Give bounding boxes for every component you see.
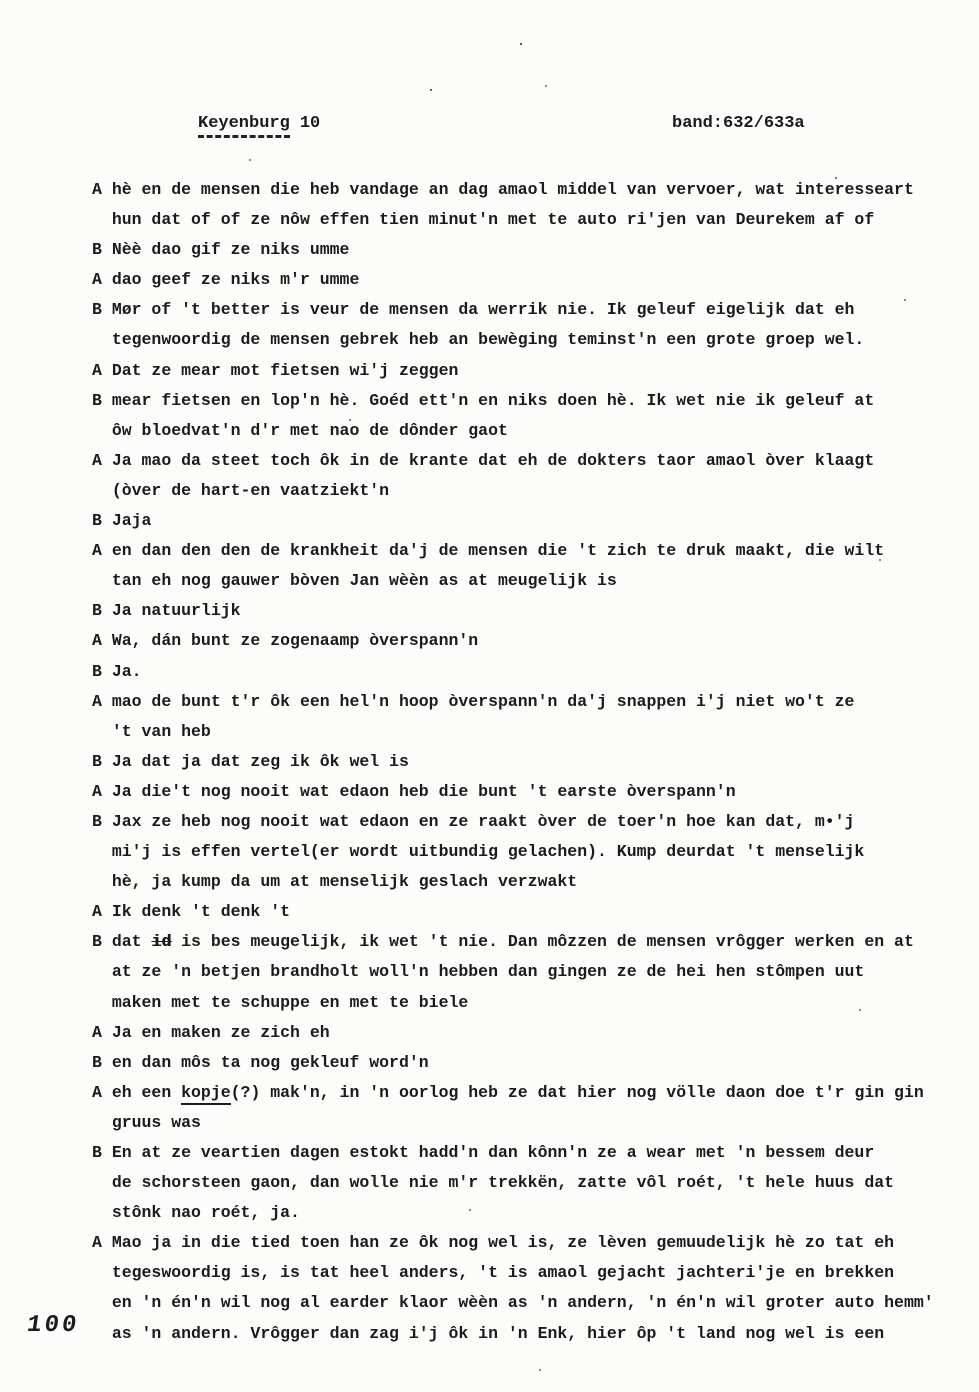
speaker-label: A xyxy=(92,180,112,199)
title-place: Keyenburg xyxy=(198,114,290,138)
line-text: Ja die't nog nooit wat edaon heb die bunt 't earste òverspann'n xyxy=(111,781,736,801)
speaker-label: A xyxy=(92,360,112,380)
line-text: gruus was xyxy=(111,1112,201,1132)
line-text: at ze 'n betjen brandholt woll'n hebben dan gingen ze de hei hen stômpen uut xyxy=(111,962,865,982)
speaker-label: A xyxy=(92,902,112,922)
transcript-line xyxy=(92,1228,934,1258)
band-reference: band:632/633a xyxy=(672,114,805,133)
speaker-label: A xyxy=(92,631,112,651)
transcript-line xyxy=(92,1319,934,1349)
line-text: Wa, dán bunt ze zogenaamp òverspann'n xyxy=(111,631,479,651)
speaker-label: B xyxy=(92,240,112,260)
speaker-label xyxy=(92,1288,112,1318)
speaker-label xyxy=(92,1258,112,1288)
line-text: en dan den den de krankheit da'j de mensen die 't zich te druk maakt, die wilt xyxy=(111,541,885,561)
transcript-line xyxy=(92,1198,934,1228)
speaker-label xyxy=(92,837,112,867)
speaker-label: A xyxy=(92,781,112,801)
speaker-label xyxy=(92,325,112,355)
transcript-line xyxy=(92,777,934,807)
transcript-line xyxy=(92,1078,934,1108)
transcript-line xyxy=(92,205,934,235)
speaker-label xyxy=(92,566,112,596)
line-text: Mao ja in die tied toen han ze ôk nog wel is, ze lèven gemuudelijk hè zo tat eh xyxy=(111,1233,895,1253)
line-text: de schorsteen gaon, dan wolle nie m'r trekkën, zatte vôl roét, 't hele huus dat xyxy=(111,1173,895,1193)
transcript-line xyxy=(92,626,934,656)
line-text: eh een kopje(?) mak'n, in 'n oorlog heb ze dat hier nog völle daon doe t'r gin gin xyxy=(112,1083,924,1105)
speaker-label xyxy=(92,1168,112,1198)
transcript xyxy=(92,175,934,1349)
line-text: Jaja xyxy=(111,511,152,531)
line-text: Ja en maken ze zich eh xyxy=(111,1022,330,1042)
line-text: mear fietsen en lop'n hè. Goéd ett'n en niks doen hè. Ik wet nie ik geleuf at xyxy=(111,390,875,410)
transcript-line xyxy=(92,476,934,506)
speaker-label: A xyxy=(92,541,112,561)
speaker-label: B xyxy=(92,1052,112,1072)
line-text: stônk nao roét, ja. xyxy=(111,1203,300,1223)
transcript-line xyxy=(92,717,934,747)
line-text: dat id is bes meugelijk, ik wet 't nie. Dan môzzen de mensen vrôgger werken en at xyxy=(111,932,914,952)
speaker-label xyxy=(92,957,112,987)
line-text: mao de bunt t'r ôk een hel'n hoop òverspann'n da'j snappen i'j niet wo't ze xyxy=(111,691,855,711)
line-text: Dat ze mear mot fietsen wi'j zeggen xyxy=(111,360,459,380)
line-text: tegenwoordig de mensen gebrek heb an bewèging teminst'n een grote groep wel. xyxy=(111,330,865,350)
transcript-line xyxy=(92,295,934,325)
transcript-line xyxy=(92,356,934,386)
speaker-label: A xyxy=(92,1082,112,1102)
line-text: tan eh nog gauwer bòven Jan wèèn as at meugelijk is xyxy=(111,571,617,591)
line-text: tegeswoordig is, is tat heel anders, 't is amaol gejacht jachteri'je en brekken xyxy=(111,1263,895,1283)
speaker-label xyxy=(92,717,112,747)
line-text: 't van heb xyxy=(111,721,211,741)
transcript-line xyxy=(92,1258,934,1288)
transcript-line xyxy=(92,837,934,867)
transcript-line xyxy=(92,957,934,987)
transcript-line xyxy=(92,1288,934,1318)
speaker-label: A xyxy=(92,450,112,470)
title-number: 10 xyxy=(299,114,321,133)
line-text: hè, ja kump da um at menselijk geslach verzwakt xyxy=(111,872,578,892)
transcript-line xyxy=(92,1018,934,1048)
line-text: (òver de hart-en vaatziekt'n xyxy=(111,480,390,500)
line-text: Nèè dao gif ze niks umme xyxy=(111,240,350,260)
marked-word-underline: kopje xyxy=(181,1083,231,1105)
line-text: Mør of 't better is veur de mensen da werrik nie. Ik geleuf eigelijk dat eh xyxy=(111,300,855,320)
line-text: mi'j is effen vertel(er wordt uitbundig gelachen). Kump deurdat 't menselijk xyxy=(111,842,865,862)
line-text: en dan môs ta nog gekleuf word'n xyxy=(111,1052,429,1072)
line-text: ôw bloedvat'n d'r met nao de dônder gaot xyxy=(111,420,508,440)
transcript-line xyxy=(92,536,934,566)
transcript-line xyxy=(92,867,934,897)
transcript-line xyxy=(92,386,934,416)
line-text: Ja dat ja dat zeg ik ôk wel is xyxy=(111,751,409,771)
speaker-label xyxy=(92,867,112,897)
transcript-line xyxy=(92,657,934,687)
speaker-label: B xyxy=(92,300,112,320)
transcript-line xyxy=(92,1108,934,1138)
line-text: maken met te schuppe en met te biele xyxy=(111,992,469,1012)
transcript-line xyxy=(92,1168,934,1198)
transcript-line xyxy=(92,1138,934,1168)
speaker-label: A xyxy=(92,270,112,290)
transcript-line xyxy=(92,265,934,295)
transcript-line xyxy=(92,325,934,355)
transcript-line xyxy=(92,416,934,446)
transcript-line xyxy=(92,747,934,777)
speaker-label: B xyxy=(92,811,112,831)
speaker-label xyxy=(92,205,112,235)
transcript-line xyxy=(92,446,934,476)
speaker-label: B xyxy=(92,751,112,771)
transcript-line xyxy=(92,596,934,626)
line-text: dao geef ze niks m'r umme xyxy=(111,270,360,290)
line-text: Ja natuurlijk xyxy=(111,601,241,621)
speaker-label xyxy=(92,988,112,1018)
speaker-label: B xyxy=(92,511,112,531)
transcript-line xyxy=(92,897,934,927)
line-text: as 'n andern. Vrôgger dan zag i'j ôk in 'n Enk, hier ôp 't land nog wel is een xyxy=(111,1323,885,1343)
line-text: hun dat of of ze nôw effen tien minut'n met te auto ri'jen van Deurekem af of xyxy=(111,210,875,230)
page-number: 100 xyxy=(25,1312,82,1339)
speaker-label xyxy=(92,1319,112,1349)
marked-word-strike: id xyxy=(151,932,172,952)
transcript-line xyxy=(92,566,934,596)
line-text: en 'n én'n wil nog al earder klaor wèèn as 'n andern, 'n én'n wil groter auto hemm' xyxy=(111,1293,934,1313)
speaker-label: B xyxy=(92,601,112,621)
speaker-label: B xyxy=(92,661,112,681)
line-text: Ik denk 't denk 't xyxy=(111,902,291,922)
transcript-line xyxy=(92,1048,934,1078)
speaker-label xyxy=(92,1198,112,1228)
transcript-line xyxy=(92,175,934,205)
transcript-line xyxy=(92,235,934,265)
speaker-label xyxy=(92,476,112,506)
page-title xyxy=(198,114,320,138)
line-text: Jax ze heb nog nooit wat edaon en ze raakt òver de toer'n hoe kan dat, m•'j xyxy=(111,811,855,831)
line-text: Ja mao da steet toch ôk in de krante dat eh de dokters taor amaol òver klaagt xyxy=(111,450,875,470)
transcript-line xyxy=(92,687,934,717)
transcript-line xyxy=(92,807,934,837)
transcript-line xyxy=(92,988,934,1018)
speaker-label xyxy=(92,416,112,446)
speaker-label xyxy=(92,1108,112,1138)
speaker-label: A xyxy=(92,1233,112,1253)
line-text: En at ze veartien dagen estokt hadd'n dan kônn'n ze a wear met 'n bessem deur xyxy=(111,1143,875,1162)
line-text: Ja. xyxy=(111,661,142,681)
transcript-line xyxy=(92,506,934,536)
transcript-line xyxy=(92,927,934,957)
speaker-label: B xyxy=(92,932,112,952)
speaker-label: A xyxy=(92,691,112,711)
speaker-label: B xyxy=(92,1143,112,1162)
speaker-label: B xyxy=(92,390,112,410)
line-text: hè en de mensen die heb vandage an dag amaol middel van vervoer, wat interesseart xyxy=(111,180,914,199)
speaker-label: A xyxy=(92,1022,112,1042)
